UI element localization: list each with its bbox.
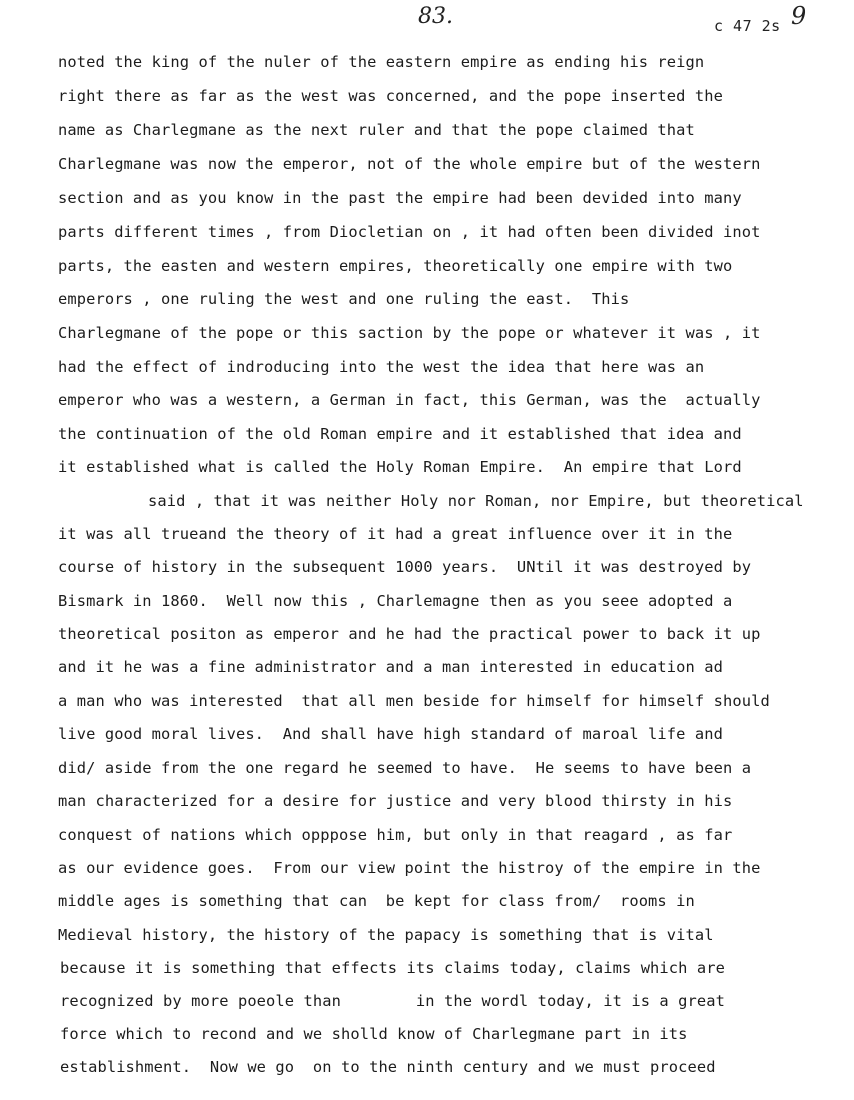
text-line: right there as far as the west was concerned, and the pope inserted the: [58, 87, 723, 105]
text-line: and it he was a fine administrator and a man interested in education ad: [58, 658, 723, 676]
text-line: recognized by more poeole than in the wordl today, it is a great: [60, 992, 725, 1010]
page-number: 83.: [418, 4, 453, 29]
text-line: it was all trueand the theory of it had a great influence over it in the: [58, 525, 733, 543]
text-line: Medieval history, the history of the papacy is something that is vital: [58, 926, 714, 944]
text-line: middle ages is something that can be kept for class from/ rooms in: [58, 892, 695, 910]
text-line: parts, the easten and western empires, theoretically one empire with two: [58, 257, 733, 275]
text-line: name as Charlegmane as the next ruler and that the pope claimed that: [58, 121, 695, 139]
text-line: Bismark in 1860. Well now this , Charlemagne then as you seee adopted a: [58, 592, 733, 610]
text-line: did/ aside from the one regard he seemed to have. He seems to have been a: [58, 759, 752, 777]
text-line: emperor who was a western, a German in fact, this German, was the actually: [58, 391, 761, 409]
text-line: it established what is called the Holy Roman Empire. An empire that Lord: [58, 458, 742, 476]
text-line: conquest of nations which opppose him, but only in that reagard , as far: [58, 826, 733, 844]
text-line: noted the king of the nuler of the eastern empire as ending his reign: [58, 53, 705, 71]
text-line: man characterized for a desire for justice and very blood thirsty in his: [58, 792, 733, 810]
text-line: a man who was interested that all men beside for himself for himself should: [58, 692, 770, 710]
text-line: Charlegmane was now the emperor, not of the whole empire but of the western: [58, 155, 761, 173]
text-line: theoretical positon as emperor and he had the practical power to back it up: [58, 625, 761, 643]
text-line: emperors , one ruling the west and one ruling the east. This: [58, 290, 630, 308]
text-line: establishment. Now we go on to the ninth century and we must proceed: [60, 1058, 716, 1076]
text-line: parts different times , from Diocletian on , it had often been divided inot: [58, 223, 761, 241]
text-line: as our evidence goes. From our view point the histroy of the empire in the: [58, 859, 761, 877]
text-line: said , that it was neither Holy nor Roman, nor Empire, but theoretical: [148, 492, 804, 510]
text-line: the continuation of the old Roman empire and it established that idea and: [58, 425, 742, 443]
text-line: had the effect of indroducing into the west the idea that here was an: [58, 358, 705, 376]
text-line: section and as you know in the past the empire had been devided into many: [58, 189, 742, 207]
text-line: Charlegmane of the pope or this saction by the pope or whatever it was , it: [58, 324, 761, 342]
text-line: course of history in the subsequent 1000 years. UNtil it was destroyed by: [58, 558, 752, 576]
document-code-mark: 9: [791, 2, 807, 30]
text-line: because it is something that effects its claims today, claims which are: [60, 959, 725, 977]
document-code: c 47 2s: [714, 17, 781, 35]
text-line: live good moral lives. And shall have high standard of maroal life and: [58, 725, 723, 743]
text-line: force which to recond and we sholld know of Charlegmane part in its: [60, 1025, 688, 1043]
